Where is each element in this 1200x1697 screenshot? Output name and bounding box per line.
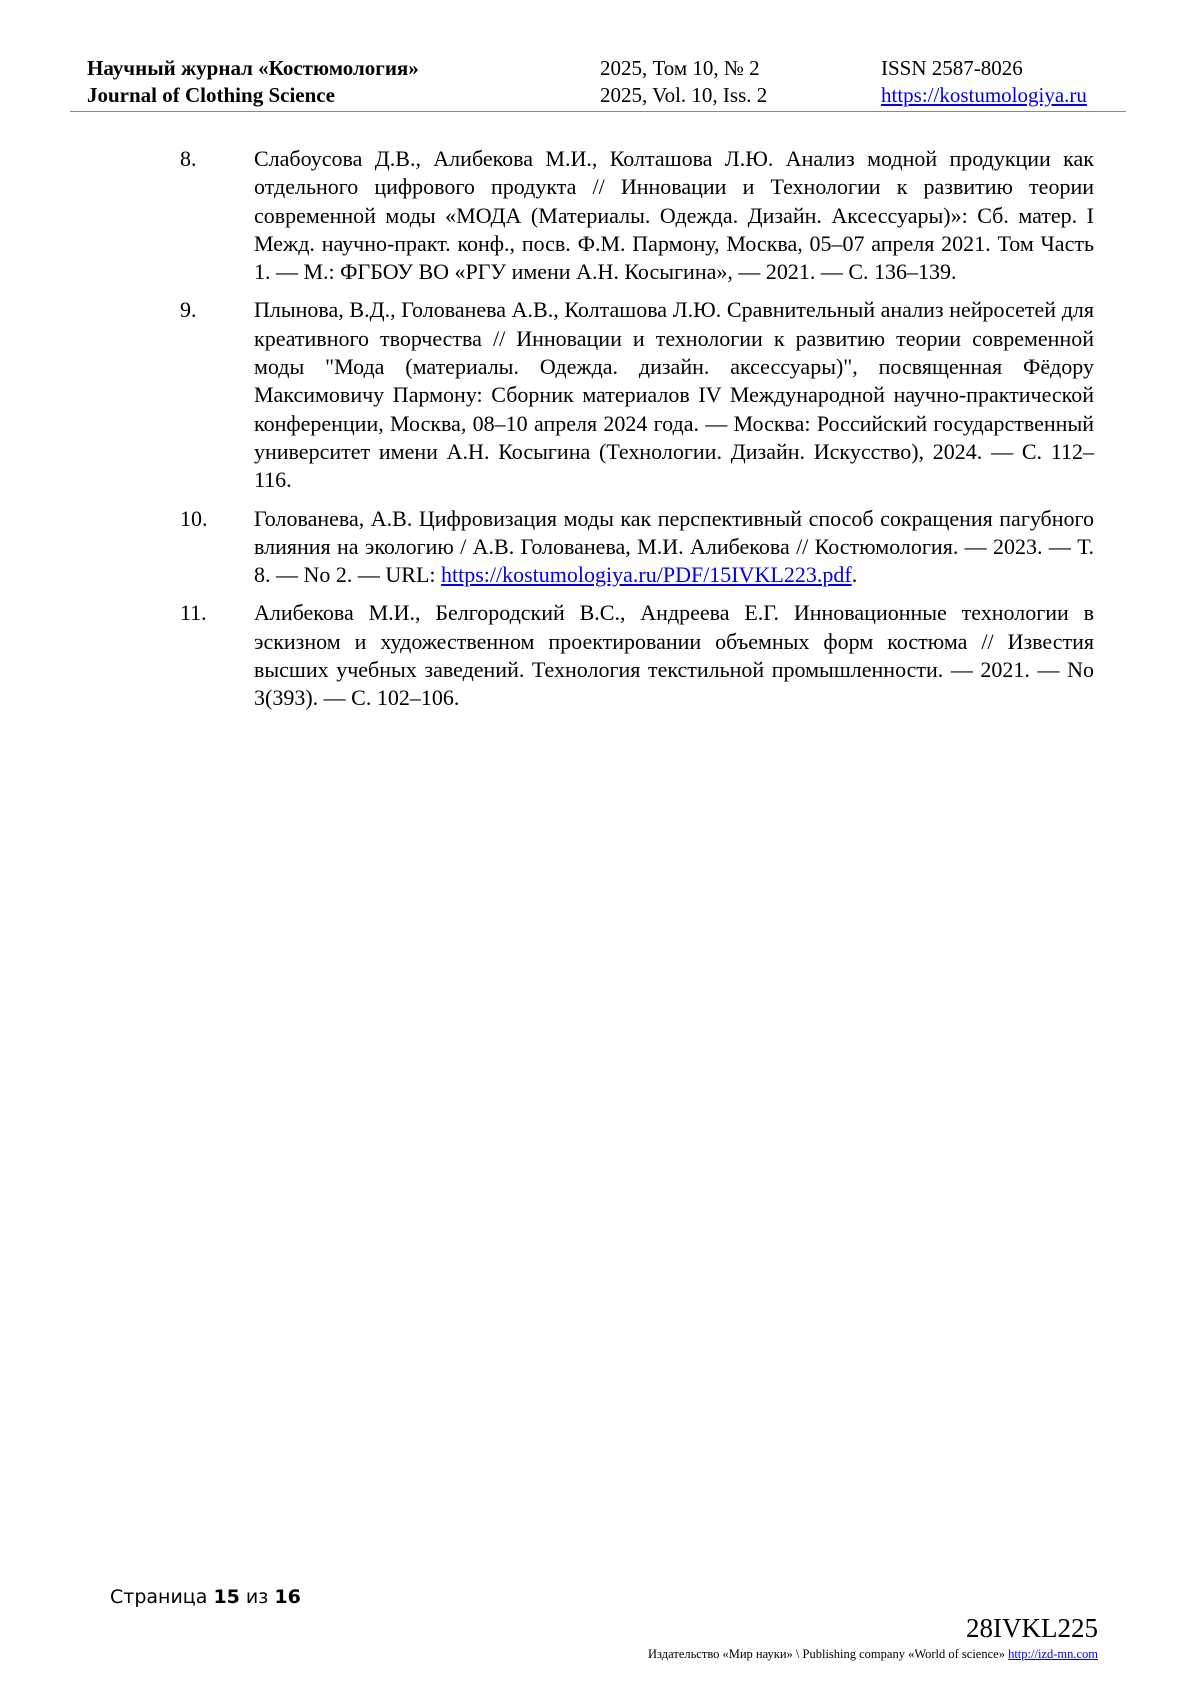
page-number (110, 1586, 301, 1608)
issn-label: ISSN 2587-8026 (881, 56, 1023, 80)
page-separator: из (239, 1586, 275, 1608)
page-total: 16 (274, 1586, 301, 1608)
reference-number: 10. (180, 505, 208, 531)
issue-info-en: 2025, Vol. 10, Iss. 2 (600, 83, 768, 107)
reference-item (180, 505, 1094, 590)
publisher-line (648, 1647, 1098, 1662)
reference-text: Плынова, В.Д., Голованева А.В., Колташова Л.Ю. Сравнительный анализ нейросетей для креативного творчества // Инновации и технологии к развитию теории современной моды "Мода (материалы. Одежда. дизайн. аксессуары)", посвященная Фёдору Максимовичу Пармону: Сборник материалов IV Международной научно-практической конференции, Москва, 08–10 апреля 2024 года. — Москва: Российский государственный университет имени А.Н. Косыгина (Технологии. Дизайн. Искусство), 2024. — С. 112–116. (254, 297, 1094, 493)
journal-title-ru: Научный журнал «Костюмология» (87, 56, 419, 80)
reference-text (254, 505, 1094, 590)
reference-number: 9. (180, 297, 197, 323)
page-current: 15 (213, 1586, 240, 1608)
page-header (87, 55, 1123, 110)
reference-item (180, 296, 1094, 494)
publisher-link[interactable]: http://izd-mn.com (1008, 1647, 1098, 1661)
reference-number: 11. (180, 600, 207, 626)
page-prefix: Страница (110, 1586, 214, 1608)
reference-text: Алибекова М.И., Белгородский В.С., Андреева Е.Г. Инновационные технологии в эскизном и художественном проектировании объемных форм костюма // Известия высших учебных заведений. Технология текстильной промышленности. — 2021. — No 3(393). — С. 102–106. (254, 600, 1094, 711)
journal-site-line (881, 82, 1087, 109)
header-divider (70, 111, 1126, 112)
journal-site-link[interactable]: https://kostumologiya.ru (881, 83, 1087, 107)
reference-list (180, 145, 1094, 723)
reference-url-link[interactable]: https://kostumologiya.ru/PDF/15IVKL223.pdf (441, 562, 852, 588)
reference-text: Слабоусова Д.В., Алибекова М.И., Колташова Л.Ю. Анализ модной продукции как отдельного цифрового продукта // Инновации и Технологии к развитию теории современной моды «МОДА (Материалы. Одежда. Дизайн. Аксессуары)»: Сб. матер. I Межд. научно-практ. конф., посв. Ф.М. Пармону, Москва, 05–07 апреля 2021. Том Часть 1. — М.: ФГБОУ ВО «РГУ имени А.Н. Косыгина», — 2021. — С. 136–139. (254, 146, 1094, 285)
reference-item (180, 145, 1094, 286)
reference-number: 8. (180, 146, 197, 171)
journal-title-en: Journal of Clothing Science (87, 83, 335, 107)
article-code: 28IVKL225 (966, 1613, 1098, 1643)
reference-text-after-link: . (851, 562, 858, 588)
publisher-text: Издательство «Мир науки» \ Publishing company «World of science» (648, 1647, 1009, 1661)
reference-item (180, 599, 1094, 712)
issue-info-ru: 2025, Том 10, № 2 (600, 56, 760, 80)
reference-text-before-link: Голованева, А.В. Цифровизация моды как перспективный способ сокращения пагубного влияния на экологию / А.В. Голованева, М.И. Алибекова // Костюмология. — 2023. — Т. 8. — No 2. — URL: (254, 505, 1094, 588)
